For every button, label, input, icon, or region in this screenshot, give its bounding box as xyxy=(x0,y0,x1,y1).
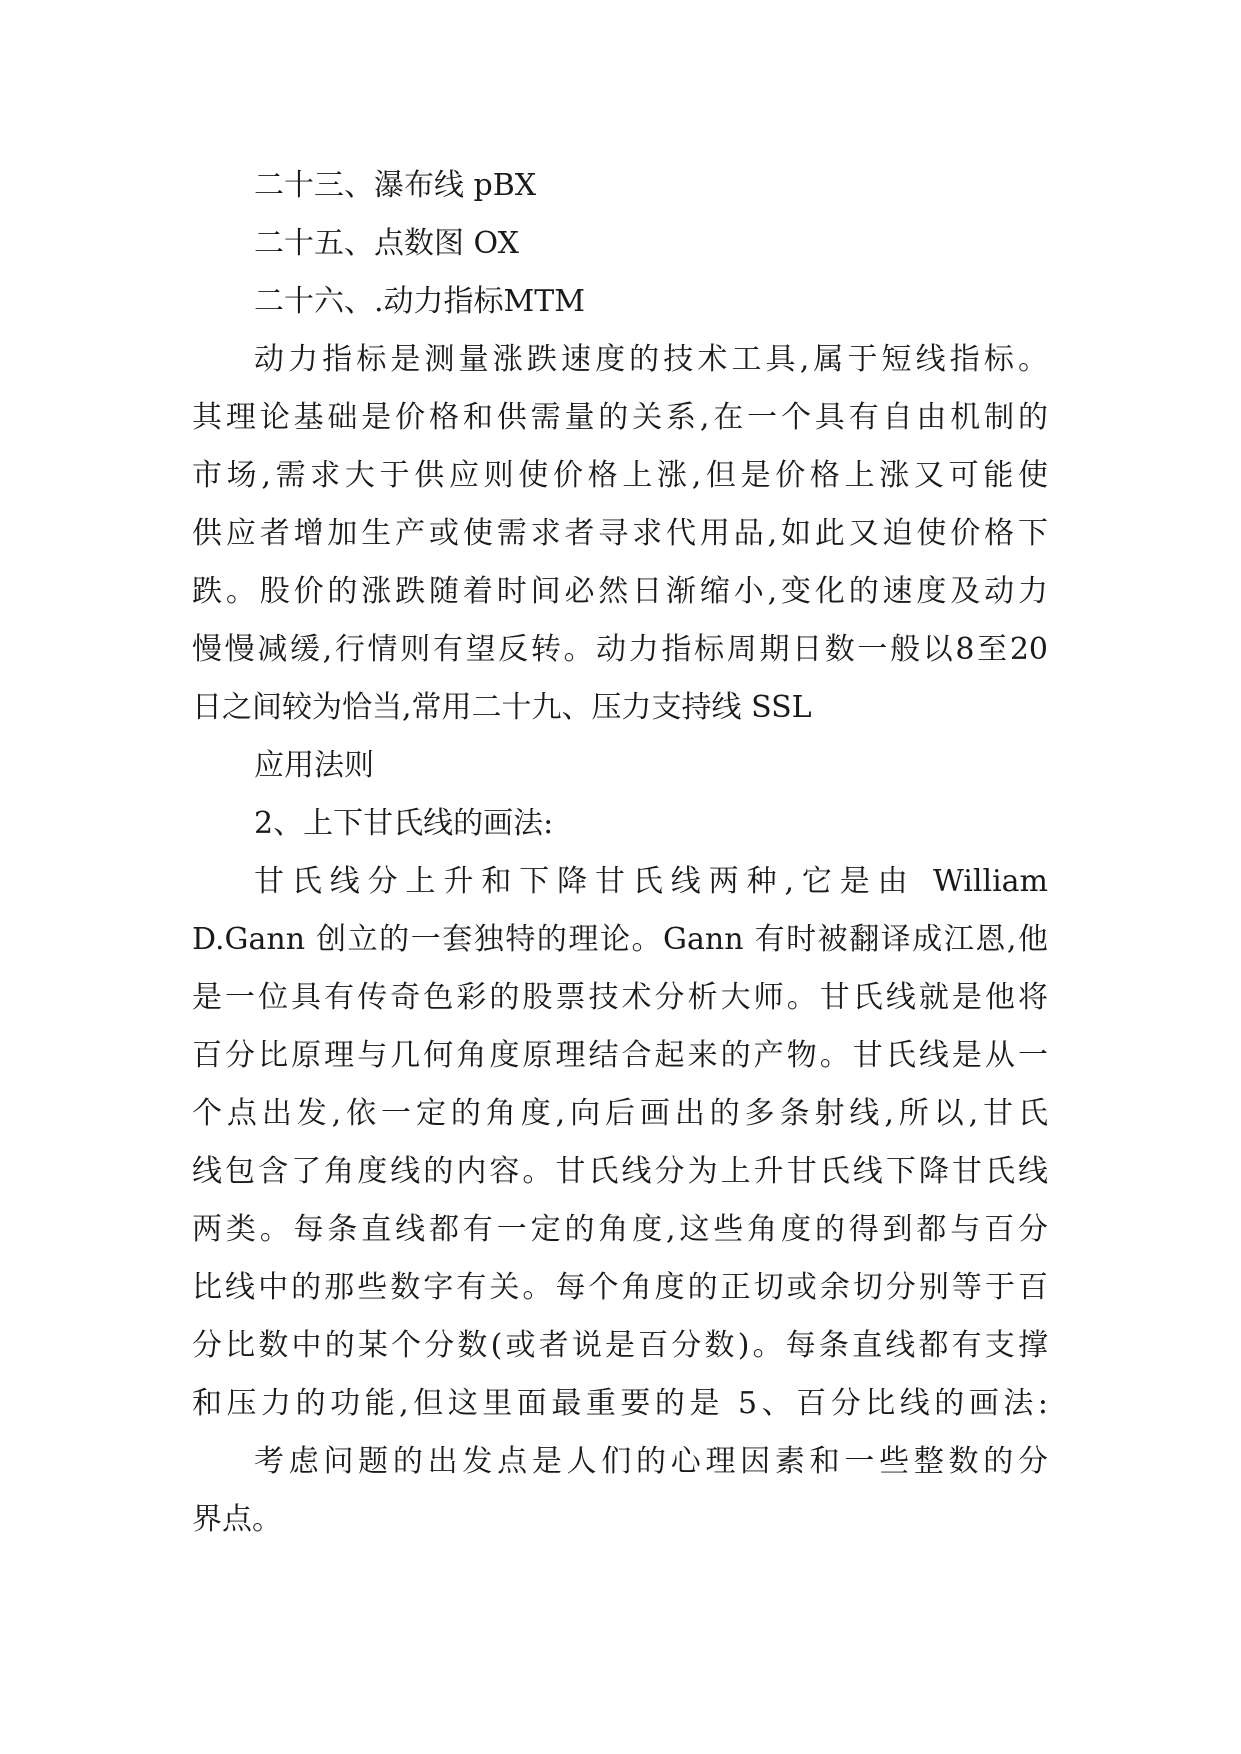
paragraph-line: 分比数中的某个分数(或者说是百分数)。每条直线都有支撑 xyxy=(192,1328,1048,1363)
subheading-rules: 应用法则 xyxy=(254,748,374,783)
paragraph-line: 线包含了角度线的内容。甘氏线分为上升甘氏线下降甘氏线 xyxy=(192,1154,1048,1189)
paragraph-line: 考虑问题的出发点是人们的心理因素和一些整数的分 xyxy=(254,1444,1048,1479)
paragraph-line: 市场,需求大于供应则使价格上涨,但是价格上涨又可能使 xyxy=(192,458,1048,493)
paragraph-line: 甘氏线分上升和下降甘氏线两种,它是由 William xyxy=(254,864,1048,899)
paragraph-line: 其理论基础是价格和供需量的关系,在一个具有自由机制的 xyxy=(192,400,1048,435)
paragraph-line: 个点出发,依一定的角度,向后画出的多条射线,所以,甘氏 xyxy=(192,1096,1048,1131)
paragraph-line: D.Gann 创立的一套独特的理论。Gann 有时被翻译成江恩,他 xyxy=(192,922,1048,957)
paragraph-line: 界点。 xyxy=(192,1502,282,1537)
paragraph-line: 百分比原理与几何角度原理结合起来的产物。甘氏线是从一 xyxy=(192,1038,1048,1073)
paragraph-line: 比线中的那些数字有关。每个角度的正切或余切分别等于百 xyxy=(192,1270,1048,1305)
paragraph-line: 跌。股价的涨跌随着时间必然日渐缩小,变化的速度及动力 xyxy=(192,574,1048,609)
paragraph-line: 日之间较为恰当,常用二十九、压力支持线 SSL xyxy=(192,690,812,725)
paragraph-line: 动力指标是测量涨跌速度的技术工具,属于短线指标。 xyxy=(254,342,1048,377)
heading-ox: 二十五、点数图 OX xyxy=(254,226,519,261)
subheading-gann: 2、上下甘氏线的画法: xyxy=(254,806,554,841)
heading-mtm: 二十六、.动力指标MTM xyxy=(254,284,585,319)
paragraph-line: 慢慢减缓,行情则有望反转。动力指标周期日数一般以8至20 xyxy=(192,632,1048,667)
paragraph-line: 和压力的功能,但这里面最重要的是 5、百分比线的画法: xyxy=(192,1386,1048,1421)
paragraph-line: 两类。每条直线都有一定的角度,这些角度的得到都与百分 xyxy=(192,1212,1048,1247)
paragraph-line: 是一位具有传奇色彩的股票技术分析大师。甘氏线就是他将 xyxy=(192,980,1048,1015)
heading-pbx: 二十三、瀑布线 pBX xyxy=(254,168,537,203)
paragraph-line: 供应者增加生产或使需求者寻求代用品,如此又迫使价格下 xyxy=(192,516,1048,551)
